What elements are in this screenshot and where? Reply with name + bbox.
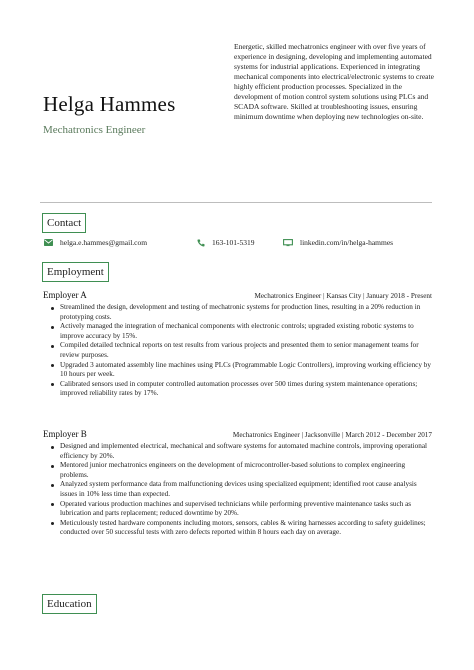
envelope-icon [44, 239, 53, 246]
section-heading-contact: Contact [42, 213, 86, 233]
section-heading-education: Education [42, 594, 97, 614]
employer-meta: Mechatronics Engineer | Kansas City | January 2018 - Present [254, 292, 432, 300]
list-item: Operated various production machines and supervised technicians while performing preventive maintenance tasks such as lubrication and parts replacement; reduced downtime by 20%. [51, 500, 432, 519]
divider [40, 202, 432, 203]
list-item: Compiled detailed technical reports on test results from various projects and presented them to senior management teams for review purposes. [51, 341, 432, 360]
list-item: Actively managed the integration of mechanical components with electronic controls; upgraded existing robotic systems to improve accuracy by 15%. [51, 322, 432, 341]
list-item: Mentored junior mechatronics engineers on the development of microcontroller-based solutions to complex engineering problems. [51, 461, 432, 480]
responsibility-list [43, 303, 432, 399]
list-item: Analyzed system performance data from malfunctioning devices using specialized equipment; identified root cause analysis issues in 10% less time than expected. [51, 480, 432, 499]
responsibility-list [43, 442, 432, 538]
list-item: Streamlined the design, development and testing of mechatronic systems for production lines, resulting in a 20% reduction in prototyping costs. [51, 303, 432, 322]
employer-name: Employer B [43, 429, 87, 439]
candidate-name: Helga Hammes [43, 92, 176, 116]
job-title: Mechatronics Engineer [43, 124, 146, 136]
employer-entry [43, 429, 432, 538]
list-item: Upgraded 3 automated assembly line machines using PLCs (Programmable Logic Controllers), improving working efficiency by 10 hours per week. [51, 361, 432, 380]
employer-header [43, 429, 432, 439]
list-item: Meticulously tested hardware components including motors, sensors, cables & wiring harnesses according to safety guidelines; conducted over 50 successful tests with zero defects reported within 8 hours each day on average. [51, 519, 432, 538]
linkedin-text: linkedin.com/in/helga-hammes [300, 238, 394, 247]
list-item: Designed and implemented electrical, mechanical and software systems for automated machine controls, improving operational efficiency by 20%. [51, 442, 432, 461]
phone-text: 163-101-5319 [212, 238, 255, 247]
phone-icon [197, 239, 205, 247]
contact-phone[interactable] [197, 238, 255, 247]
list-item: Calibrated sensors used in computer controlled automation processes over 500 times during system maintenance operations; improved reliability rates by 17%. [51, 380, 432, 399]
employer-name: Employer A [43, 290, 87, 300]
employer-header [43, 290, 432, 300]
contact-linkedin[interactable] [283, 238, 393, 247]
contact-row [42, 238, 442, 250]
employer-meta: Mechatronics Engineer | Jacksonville | March 2012 - December 2017 [232, 431, 432, 439]
contact-email[interactable] [44, 238, 147, 247]
employer-entry [43, 290, 432, 399]
monitor-icon [283, 239, 293, 247]
section-heading-employment: Employment [42, 262, 109, 282]
email-text: helga.e.hammes@gmail.com [60, 238, 148, 247]
summary: Energetic, skilled mechatronics engineer with over five years of experience in designing, developing and implementing automated systems for industrial applications. Experienced in integrating mechanical components into electrical/electronic systems to create highly efficient production processes. Specialized in the development of motion control system solutions using PLCs and SCADA software. Skilled at troubleshooting issues, ensuring minimum downtime when deploying new technologies on-site. [234, 42, 434, 121]
